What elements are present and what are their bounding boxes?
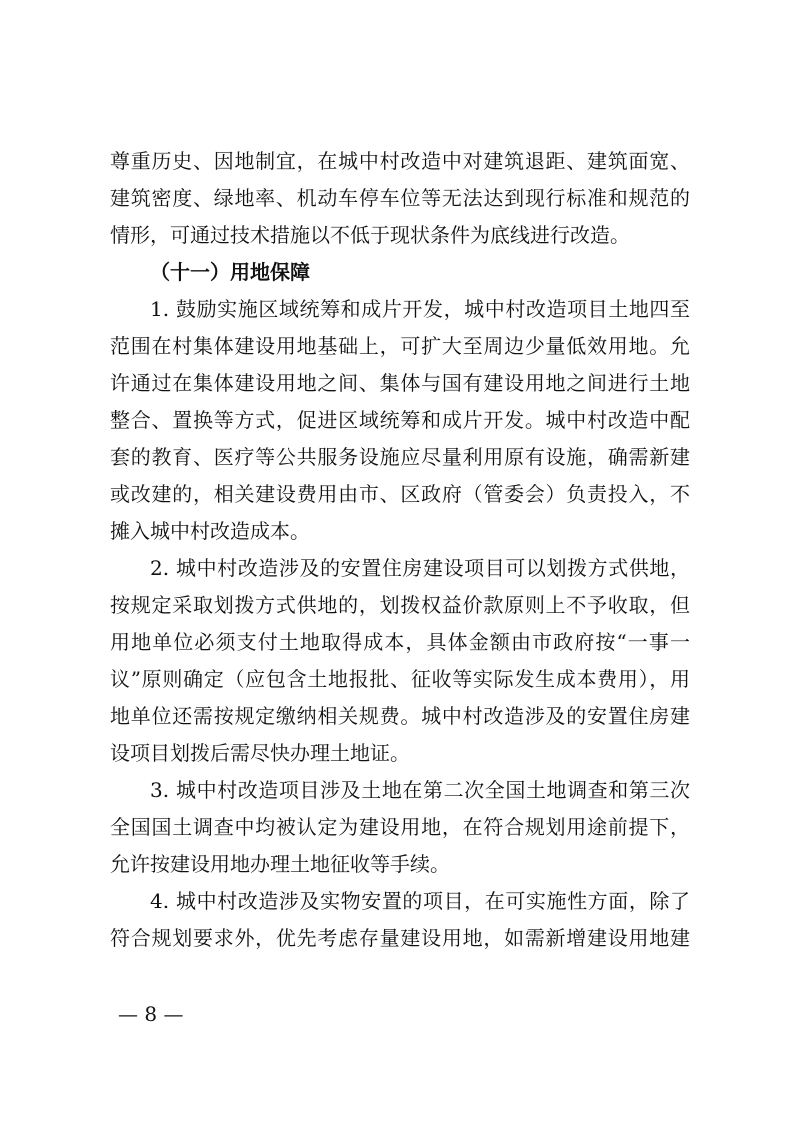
page-number: — 8 — (118, 1002, 184, 1026)
text-line: 摊入城中村改造成本。 (110, 519, 310, 543)
text-line: 地单位还需按规定缴纳相关规费。城中村改造涉及的安置住房建 (110, 704, 690, 728)
text-line: 4. 城中村改造涉及实物安置的项目，在可实施性方面，除了 (150, 889, 690, 913)
text-line: 1. 鼓励实施区域统筹和成片开发，城中村改造项目土地四至 (150, 297, 690, 321)
text-line: 整合、置换等方式，促进区域统筹和成片开发。城中村改造中配 (110, 408, 690, 432)
text-line: 用地单位必须支付土地取得成本，具体金额由市政府按“一事一 (110, 630, 690, 654)
text-line: 情形，可通过技术措施以不低于现状条件为底线进行改造。 (110, 223, 630, 247)
text-line: 范围在村集体建设用地基础上，可扩大至周边少量低效用地。允 (110, 334, 690, 358)
text-line: 允许按建设用地办理土地征收等手续。 (110, 852, 450, 876)
text-line: 套的教育、医疗等公共服务设施应尽量利用原有设施，确需新建 (110, 445, 690, 469)
text-line: 许通过在集体建设用地之间、集体与国有建设用地之间进行土地 (110, 371, 690, 395)
text-line: 全国国土调查中均被认定为建设用地，在符合规划用途前提下， (110, 815, 690, 839)
text-line: 2. 城中村改造涉及的安置住房建设项目可以划拨方式供地， (150, 556, 690, 580)
text-line: 或改建的，相关建设费用由市、区政府（管委会）负责投入，不 (110, 482, 690, 506)
text-line: 设项目划拨后需尽快办理土地证。 (110, 741, 410, 765)
text-line: 议”原则确定（应包含土地报批、征收等实际发生成本费用），用 (110, 667, 690, 691)
text-line: 建筑密度、绿地率、机动车停车位等无法达到现行标准和规范的 (110, 186, 690, 210)
text-line: 按规定采取划拨方式供地的，划拨权益价款原则上不予收取，但 (110, 593, 690, 617)
section-heading: （十一）用地保障 (150, 260, 310, 284)
text-line: 3. 城中村改造项目涉及土地在第二次全国土地调查和第三次 (150, 778, 690, 802)
text-line: 尊重历史、因地制宜，在城中村改造中对建筑退距、建筑面宽、 (110, 149, 690, 173)
text-line: 符合规划要求外，优先考虑存量建设用地，如需新增建设用地建 (110, 926, 690, 950)
